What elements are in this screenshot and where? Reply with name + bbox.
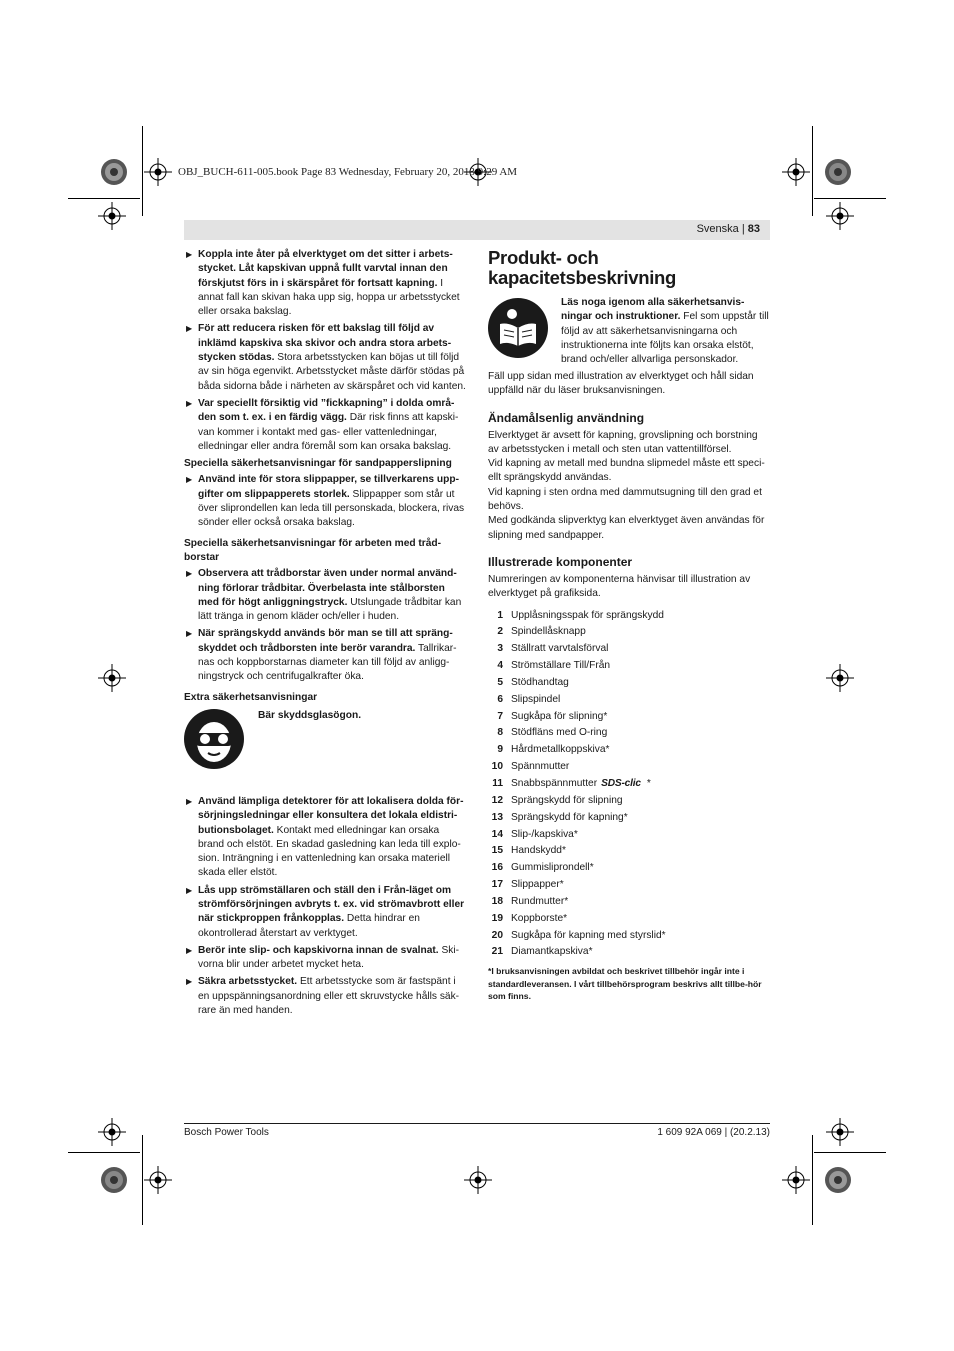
component-label: Spännmutter: [511, 761, 570, 773]
bullet-text: Utslungade trådbitar kan lätt tränga in genom kläder och/eller i huden.: [198, 596, 462, 623]
accessory-star: *: [646, 778, 651, 789]
bullet-bold-text: Berör inte slip- och kapskivorna innan de svalnat.: [198, 944, 439, 956]
intended-use-paragraph: Vid kapning av metall med bundna slipmedel måste ett speci-ellt sprängskydd användas.: [488, 458, 765, 484]
component-number: 5: [497, 676, 503, 688]
component-number: 19: [491, 912, 503, 924]
component-item: [488, 675, 770, 692]
component-label: Hårdmetallkoppskiva*: [511, 744, 610, 756]
component-label: Slippapper*: [511, 879, 564, 891]
component-number: 1: [497, 609, 503, 621]
left-column: [184, 248, 466, 1021]
intro-bold-text: Läs noga igenom alla säkerhetsanvis-ningar och instruktioner.: [561, 297, 745, 323]
component-label: Handskydd*: [511, 845, 566, 857]
footer-rule: [184, 1123, 770, 1124]
section-title: Produkt- och kapacitetsbeskrivning: [488, 247, 677, 288]
component-item: [488, 725, 770, 742]
read-instructions-notice: [488, 296, 770, 368]
component-label: Slip-/kapskiva*: [511, 828, 578, 840]
component-label: Spindellåsknapp: [511, 626, 586, 638]
right-column: [488, 248, 770, 1003]
components-heading: Illustrerade komponenter: [488, 554, 633, 569]
component-number: 20: [491, 929, 503, 941]
subheading-wire-brush: Speciella säkerhetsanvisningar för arbeten med tråd-borstar: [184, 537, 442, 563]
component-number: 10: [491, 761, 503, 773]
bullet-arrow-icon: ▶: [186, 250, 193, 259]
bullet-bold-text: Använd inte för stora slippapper, se tillverkarens upp-gifter om slippapperets storlek.: [198, 474, 459, 500]
component-item: [488, 843, 770, 860]
bullet-text: Ett arbetsstycke som är fastspänt i en uppspänningsanordning eller ett skruvstycke hålls säk-rare än med handen.: [198, 976, 460, 1017]
component-number: 12: [491, 794, 503, 806]
component-label: Upplåsningsspak för sprängskydd: [511, 609, 664, 621]
component-number: 16: [491, 862, 503, 874]
component-number: 8: [497, 727, 503, 739]
component-item: [488, 911, 770, 928]
subheading-extra-safety: Extra säkerhetsanvisningar: [184, 691, 318, 703]
bullet-bold-text: Observera att trådborstar även under normal använd-ning förlorar trådbitar. Överbelasta inte stålborsten med för högt anliggningstryck.: [198, 568, 457, 608]
component-number: 21: [491, 946, 503, 958]
bullet-text: Kontakt med elledningar kan orsaka brand och elstöt. En skadad gasledning kan leda till explo-sion. Inträngning i en vattenledning kan orsaka materiell skada eller elstöt.: [198, 824, 461, 879]
footer-doc-number: 1 609 92A 069 | (20.2.13): [657, 1127, 770, 1138]
accessories-footnote: *I bruksanvisningen avbildat och beskrivet tillbehör ingår inte i standardleveransen. I vårt tillbehörsprogram beskrivs allt tillbe-hör som finns.: [488, 966, 762, 1002]
safety-goggles-icon: [184, 709, 244, 769]
bullet-bold-text: När sprängskydd används bör man se till att spräng-skyddet och trådborsten inte berör varandra.: [198, 628, 453, 654]
component-item: [488, 709, 770, 726]
component-number: 15: [491, 845, 503, 857]
intended-use-paragraph: Vid kapning i sten ordna med dammutsugning till den grad et behövs.: [488, 486, 762, 513]
bullet-arrow-icon: ▶: [186, 796, 193, 806]
component-item: [488, 793, 770, 810]
bullet-text: I annat fall kan skivan haka upp sig, hoppa ur arbetsstycket eller orsaka bakslag.: [198, 277, 460, 318]
component-label: Stödhandtag: [511, 676, 569, 688]
component-item: [488, 860, 770, 877]
safety-bullet: [184, 795, 466, 881]
component-label: Koppborste*: [511, 912, 568, 924]
sds-clic-logo: SDS-clic: [601, 778, 641, 789]
intended-use-paragraph: Elverktyget är avsett för kapning, grovslipning och borstning av arbetsstycken i metall och sten utan vattentillförsel.: [488, 429, 758, 455]
component-number: 13: [491, 811, 503, 823]
bullet-bold-text: Koppla inte åter på elverktyget om det sitter i arbets-stycket. Låt kapskivan uppnå fullt varvtal innan den förskjutst förs in i skärspåret för fortsatt kapning.: [198, 249, 453, 289]
header-page-number: 83: [747, 223, 760, 235]
component-number: 18: [491, 895, 503, 907]
bullet-bold-text: Använd lämpliga detektorer för att lokalisera dolda för-sörjningsledningar eller konsultera det lokala eldistri-butionsbolaget.: [198, 795, 464, 836]
component-label: Sugkåpa för slipning*: [511, 710, 608, 722]
safety-bullet: [184, 884, 466, 941]
safety-bullet: [184, 975, 466, 1018]
component-item: [488, 827, 770, 844]
goggles-notice: [184, 709, 466, 779]
component-item: [488, 928, 770, 945]
components-intro: Numreringen av komponenterna hänvisar till illustration av elverktyget på grafiksida.: [488, 573, 751, 600]
component-label: Gummisliprondell*: [511, 862, 594, 874]
print-slug-line: OBJ_BUCH-611-005.book Page 83 Wednesday, February 20, 2013 9:29 AM: [178, 166, 518, 178]
component-item: [488, 776, 770, 793]
bullet-text: Tallrikar-nas och koppborstarnas diameter kan till följd av anligg-ningstryck och centrifugalkrafter öka.: [198, 642, 457, 683]
bullet-text: Detta hindrar en okontrollerad återstart av verktyget.: [198, 913, 420, 939]
component-label: Diamantkapskiva*: [511, 946, 593, 958]
component-number: 6: [497, 693, 503, 705]
bullet-bold-text: Säkra arbetsstycket.: [198, 976, 298, 988]
component-item: [488, 624, 770, 641]
component-number: 11: [492, 778, 503, 789]
component-label: Sugkåpa för kapning med styrslid*: [511, 929, 666, 941]
intro-plain-text: Fel som uppstår till följd av att säkerhetsanvisningarna och instruktionerna inte följts kan orsaka elstöt, brand och/eller allvarliga personskador.: [561, 311, 769, 366]
component-label: Ställratt varvtalsförval: [511, 643, 609, 655]
safety-bullet: [184, 397, 466, 454]
bullet-text: Ski-vorna blir under arbetet mycket heta.: [198, 944, 459, 971]
goggles-caption: Bär skyddsglasögon.: [258, 709, 362, 721]
component-label: Sprängskydd för slipning: [511, 794, 623, 806]
intro-text: [561, 296, 770, 367]
component-number: 17: [491, 879, 503, 891]
component-item: [488, 759, 770, 776]
safety-bullet: [184, 248, 466, 319]
bullet-arrow-icon: ▶: [186, 629, 193, 639]
component-number: 9: [497, 744, 503, 756]
intended-use-heading: Ändamålsenlig användning: [488, 410, 645, 425]
component-number: 14: [491, 828, 503, 840]
footer-brand: Bosch Power Tools: [184, 1127, 269, 1138]
fold-out-note: Fäll upp sidan med illustration av elverktyget och håll sidan uppfälld när du läser bruksanvisningen.: [488, 371, 754, 397]
component-number: 2: [497, 626, 503, 638]
component-label: Slipspindel: [511, 693, 561, 705]
component-label: Stödfläns med O-ring: [511, 727, 608, 739]
bullet-arrow-icon: ▶: [186, 398, 193, 408]
bullet-arrow-icon: ▶: [186, 977, 193, 987]
header-page-label: [697, 223, 760, 235]
component-label: Sprängskydd för kapning*: [511, 811, 628, 823]
component-item: [488, 608, 770, 625]
component-item: [488, 658, 770, 675]
component-item: [488, 641, 770, 658]
safety-bullet: [184, 322, 466, 393]
component-item: [488, 944, 770, 961]
bullet-text: Stora arbetsstycken kan böjas ut till följd av sin höga egenvikt. Arbetsstycket måste därför stödas på båda sidorna både i närheten av skärspåret och vid kanten.: [198, 352, 466, 392]
component-number: 7: [497, 710, 503, 722]
bullet-text: Slippapper som står ut över sliprondellen kan leda till personskada, blockera, rivas sönder eller också orsaka bakslag.: [198, 488, 465, 529]
bullet-bold-text: Var speciellt försiktig vid ”fickkapning” i dolda områ-den som t. ex. i en färdig vägg.: [198, 397, 455, 424]
component-label: Strömställare Till/Från: [511, 660, 611, 672]
component-item: [488, 877, 770, 894]
safety-bullet: [184, 627, 466, 684]
bullet-arrow-icon: ▶: [186, 569, 193, 579]
component-list: [488, 608, 770, 962]
bullet-bold-text: För att reducera risken för ett bakslag till följd av inklämd kapskiva ska skivor och andra stora arbets-stycken stödas.: [198, 323, 452, 364]
bullet-arrow-icon: ▶: [186, 885, 193, 895]
bullet-arrow-icon: ▶: [186, 324, 193, 334]
bullet-text: Där risk finns att kapski-van kommer i kontakt med gas- eller vattenledningar, elledningar eller andra föremål som kan orsaka bakslag.: [198, 412, 459, 452]
component-item: [488, 810, 770, 827]
safety-bullet: [184, 944, 466, 973]
component-item: [488, 894, 770, 911]
intended-use-paragraph: Med godkända slipverktyg kan elverktyget även användas för slipning med sandpapper.: [488, 515, 765, 541]
running-header: [184, 220, 770, 240]
component-label: Rundmutter*: [511, 895, 569, 907]
component-number: 3: [497, 643, 503, 655]
header-separator: |: [741, 223, 745, 235]
bullet-arrow-icon: ▶: [186, 945, 193, 955]
safety-bullet: [184, 473, 466, 530]
bullet-bold-text: Lås upp strömställaren och ställ den i Från-läget om strömförsörjningen avbryts t. ex. vid strömavbrott eller när stickproppen frånkopplas.: [198, 884, 465, 925]
component-item: [488, 692, 770, 709]
bullet-arrow-icon: ▶: [186, 475, 193, 485]
component-item: [488, 742, 770, 759]
subheading-sandpaper: Speciella säkerhetsanvisningar för sandpapperslipning: [184, 458, 452, 470]
component-number: 4: [497, 660, 503, 672]
read-manual-icon: [488, 298, 548, 358]
component-label: Snabbspännmutter: [511, 778, 598, 789]
safety-bullet: [184, 567, 466, 624]
header-language: Svenska: [696, 223, 739, 235]
